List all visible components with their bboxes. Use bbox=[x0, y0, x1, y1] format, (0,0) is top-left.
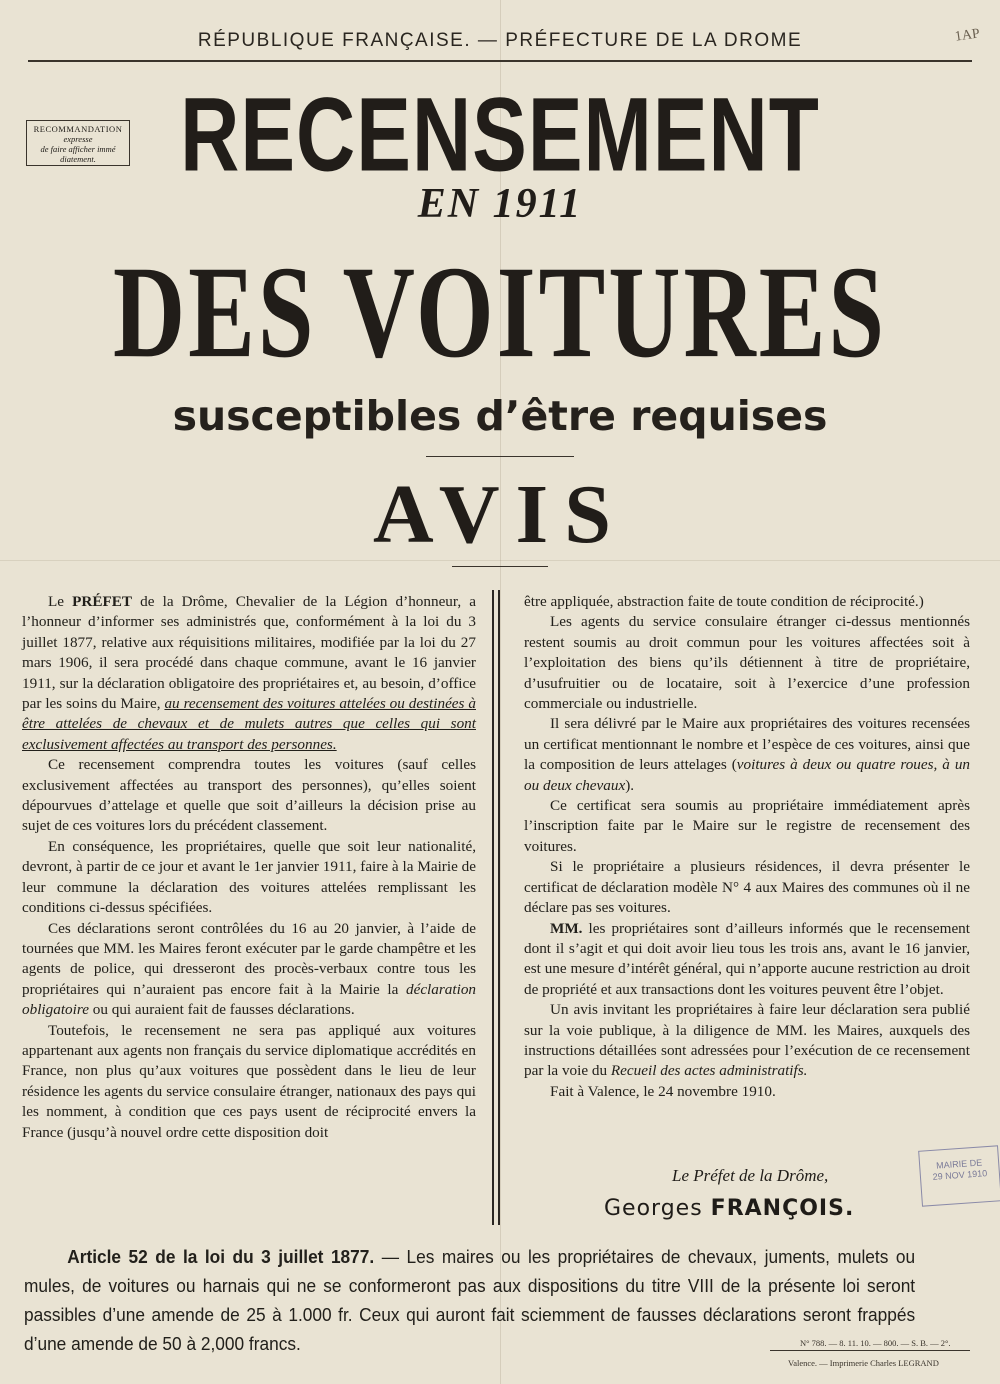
header-rule bbox=[28, 60, 972, 62]
left-column bbox=[22, 592, 476, 1143]
title-rule bbox=[426, 456, 574, 457]
paragraph bbox=[22, 592, 476, 755]
recommendation-line: diatement. bbox=[60, 154, 96, 164]
signature-role: Le Préfet de la Drôme, bbox=[672, 1166, 829, 1185]
paragraph: Si le propriétaire a plusieurs résidences, il devra présenter le certificat de déclaration modèle N° 4 aux Maires des communes où il ne déclare pas ses voitures. bbox=[524, 858, 970, 917]
paragraph bbox=[524, 1000, 970, 1082]
paragraph: Ce recensement comprendra toutes les voitures (sauf celles exclusivement affectées au transport des personnes), qu’elles soient dépourvues d’attelage et quelle que soit d’ailleurs la décision prise au sujet de ces voitures lors du précédent classement. bbox=[22, 756, 476, 835]
right-column bbox=[524, 592, 970, 1102]
paragraph: Ce certificat sera soumis au propriétaire immédiatement après l’inscription faite par le Maire sur le registre de recensement des voitures. bbox=[524, 797, 970, 855]
paragraph bbox=[22, 919, 476, 1021]
text: Le bbox=[48, 593, 65, 610]
mairie-stamp bbox=[918, 1145, 1000, 1206]
title-year: EN 1911 bbox=[417, 181, 583, 227]
recommendation-title: RECOMMANDATION bbox=[33, 124, 123, 134]
text: — Les maires ou les propriétaires de chevaux, juments, mulets ou mules, de voitures ou harnais qui ne se conformeront pas aux dispositions du titre VIII de la présente loi seront passibles d’une amende de 25 à 1.000 fr. Ceux qui auront fait sciemment de fausses déclarations seront frappés d’une amende de 50 à 2,000 francs. bbox=[24, 1246, 916, 1354]
signature-first-name: Georges bbox=[604, 1196, 703, 1221]
text: les propriétaires sont d’ailleurs informés que le recensement dont il s’agit et qui doit avoir lieu tous les trois ans, avant le 16 janvier, est une mesure d’intérêt général, qui n’apporte aucune restriction au droit de propriété et aux transactions dont les voitures peuvent être l’objet. bbox=[524, 919, 970, 998]
print-reference: N° 788. — 8. 11. 10. — 800. — S. B. — 2°. bbox=[800, 1338, 951, 1348]
paragraph: En conséquence, les propriétaires, quelle que soit leur nationalité, devront, à partir de ce jour et avant le 1er janvier 1911, faire à la Mairie de leur commune la déclaration des voitures attelées remplissant les conditions ci-dessus spécifiées. bbox=[22, 837, 476, 917]
mm-word: MM. bbox=[550, 919, 583, 937]
emphasis: Recueil des actes administratifs. bbox=[610, 1062, 808, 1080]
title-des-voitures: DES VOITURES bbox=[112, 238, 888, 386]
paragraph bbox=[524, 714, 970, 796]
signature-name bbox=[604, 1196, 854, 1221]
stamp-line: 29 NOV 1910 bbox=[932, 1168, 988, 1182]
printer-name: Valence. — Imprimerie Charles LEGRAND bbox=[788, 1358, 939, 1368]
paragraph: Toutefois, le recensement ne sera pas appliqué aux voitures appartenant aux agents non français du service diplomatique accrédités en France, non plus qu’aux voitures que possèdent dans le lieu de leur résidence les agents du service consulaire étranger, nationaux des pays qui les nomment, à condition que ces pays usent de réciprocité envers la France (jusqu’à nouvel ordre cette disposition doit bbox=[22, 1021, 476, 1141]
avis-rule bbox=[452, 566, 548, 567]
poster-header: RÉPUBLIQUE FRANÇAISE. — PRÉFECTURE DE LA DROME bbox=[197, 30, 803, 51]
signature-last-name: FRANÇOIS. bbox=[710, 1196, 855, 1221]
emphasis: voitures à deux ou quatre roues, à un ou deux chevaux bbox=[524, 756, 971, 794]
corner-mark: 1AP bbox=[954, 26, 981, 45]
text: ou qui auraient fait de fausses déclarations. bbox=[92, 1001, 355, 1019]
text: Il sera délivré par le Maire aux propriétaires des voitures recensées un certificat mentionnant le nombre et l’espèce de ces voitures, ainsi que la composition de leurs attelages ( bbox=[524, 715, 970, 774]
prefet-word: PRÉFET bbox=[72, 593, 133, 610]
column-separator bbox=[492, 590, 494, 1225]
text: Un avis invitant les propriétaires à faire leur déclaration sera publié sur la voie publique, à la diligence de MM. les Maires, auxquels des instructions détaillées sont adressées pour l’exécution de ce recensement par la voie du bbox=[524, 1001, 970, 1080]
recommendation-line: expresse bbox=[63, 134, 93, 144]
recommendation-line: de faire afficher immé bbox=[40, 144, 116, 154]
title-subtitle: susceptibles d’être requises bbox=[172, 392, 828, 440]
emphasis: déclaration obligatoire bbox=[22, 980, 477, 1019]
title-recensement: RECENSEMENT bbox=[180, 77, 820, 194]
title-avis: AVIS bbox=[373, 468, 627, 561]
paragraph: être appliquée, abstraction faite de toute condition de réciprocité.) bbox=[524, 593, 924, 610]
column-separator bbox=[498, 590, 500, 1225]
paragraph bbox=[524, 919, 970, 1001]
imprint-rule bbox=[770, 1350, 970, 1351]
paragraph: Les agents du service consulaire étranger ci-dessus mentionnés restent soumis au droit commun pour les voitures affectées soit à l’exploitation des biens qu’ils détiennent à titre de propriétaire, d’usufruitier ou de locataire, soit à l’exercice d’une profession commerciale ou industrielle. bbox=[524, 613, 970, 713]
text: ). bbox=[625, 776, 635, 794]
emphasis: au recensement des voitures attelées ou destinées à être attelées de chevaux et de mulets autres que celles qui sont exclusivement affectées au transport des personnes. bbox=[22, 695, 476, 753]
footer-article bbox=[24, 1242, 915, 1358]
stamp-line: MAIRIE DE bbox=[935, 1157, 983, 1171]
paragraph bbox=[24, 1242, 915, 1358]
article-ref: Article 52 de la loi du 3 juillet 1877. bbox=[67, 1246, 375, 1267]
text: Ces déclarations seront contrôlées du 16 au 20 janvier, à l’aide de tournées que MM. les Maires feront exécuter par le garde champêtre et les agents de police, qui dresseront des procès-verbaux contre tous les propriétaires qui n’auraient pas encore fait à la Mairie la bbox=[22, 919, 476, 998]
text: de la Drôme, Chevalier de la Légion d’honneur, a l’honneur d’informer ses administrés que, conformément à la loi du 3 juillet 1877, relative aux réquisitions militaires, modifiée par la loi du 27 mars 1906, il sera procédé dans chaque commune, avant le 16 janvier 1911, sur la déclaration obligatoire des propriétaires et, au besoin, d’office par les soins du Maire, bbox=[22, 593, 476, 713]
date-line: Fait à Valence, le 24 novembre 1910. bbox=[550, 1082, 776, 1100]
